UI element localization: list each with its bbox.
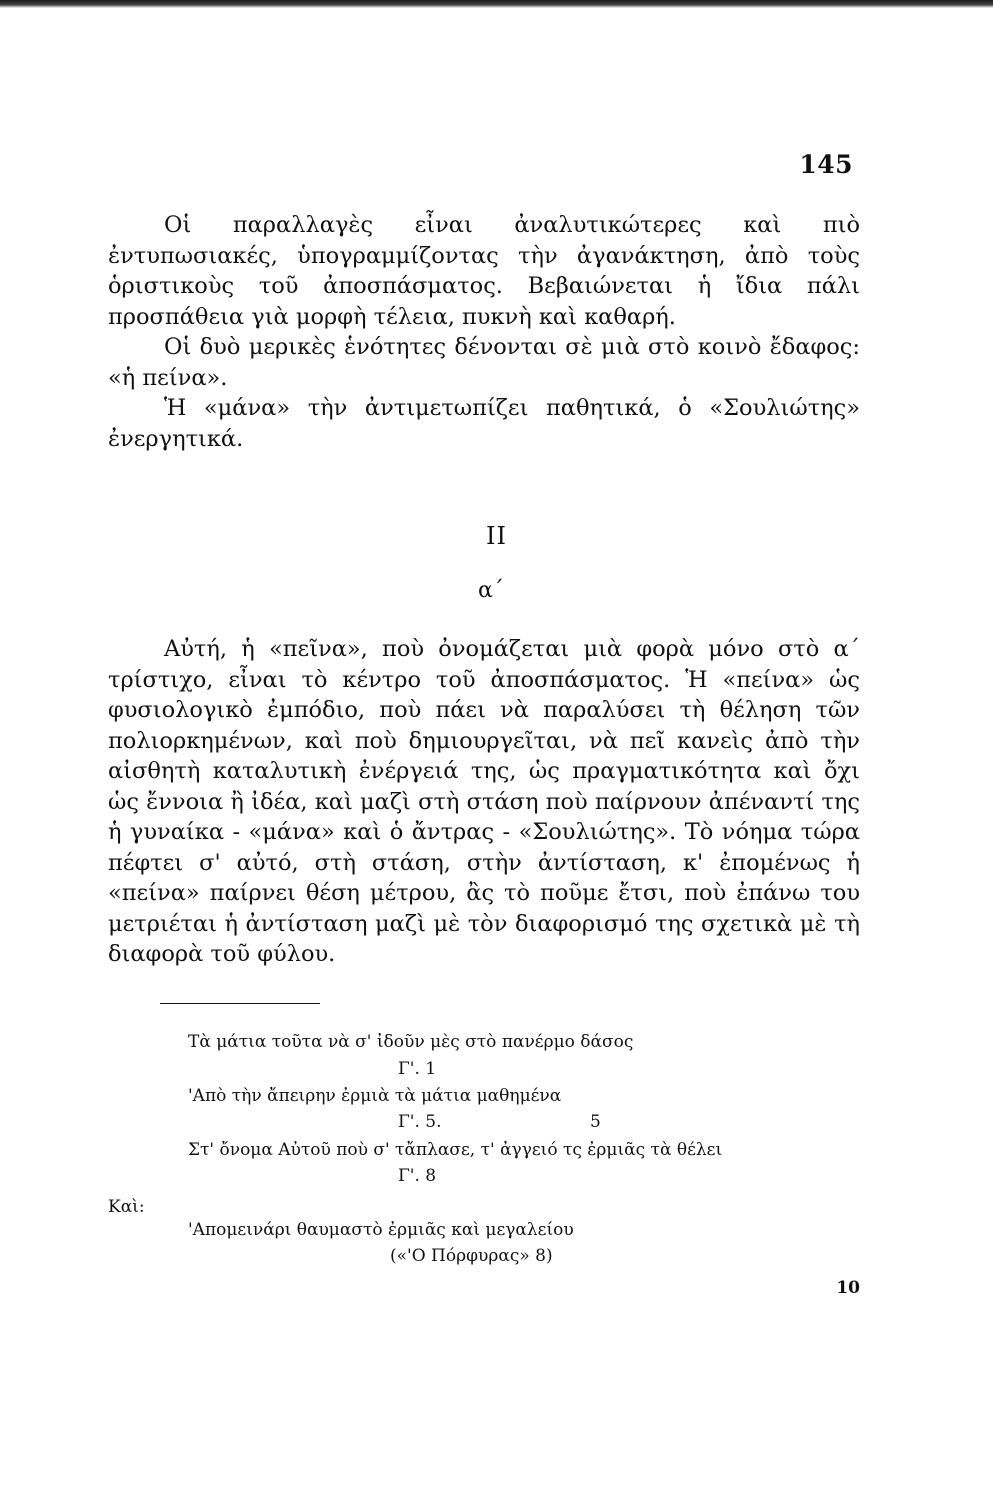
footnote-verse-1: Τὰ μάτια τοῦτα νὰ σ' ἰδοῦν μὲς στὸ πανέρμο δάσος <box>188 1032 634 1052</box>
footnote-verse-4: 'Απομεινάρι θαυμαστὸ ἐρμιᾶς καὶ μεγαλείου <box>188 1220 574 1240</box>
footnote-ref-3: Γ'. 8 <box>398 1166 437 1186</box>
footnote-ref-4: («'Ο Πόρφυρας» 8) <box>390 1246 553 1266</box>
subsection-heading: α΄ <box>478 578 504 603</box>
main-text-block <box>108 634 860 970</box>
scan-top-edge <box>0 0 993 8</box>
footnote-ref-2-line: 5 <box>590 1112 601 1132</box>
footnote-ref-1: Γ'. 1 <box>398 1059 437 1079</box>
page-number: 145 <box>799 150 853 179</box>
signature-number: 10 <box>836 1278 860 1298</box>
footnote-kai: Καὶ: <box>108 1197 145 1217</box>
intro-text-block <box>108 210 860 454</box>
footnote-verse-3: Στ' ὄνομα Αὐτοῦ ποὺ σ' τἄπλασε, τ' ἀγγειό τς ἐρμιᾶς τὰ θέλει <box>188 1140 723 1160</box>
footnote-verse-2: 'Απὸ τὴν ἄπειρην ἐρμιὰ τὰ μάτια μαθημένα <box>188 1086 562 1106</box>
paragraph-units: Οἱ δυὸ μερικὲς ἑνότητες δένονται σὲ μιὰ στὸ κοινὸ ἔδαφος: «ἡ πείνα». <box>108 334 860 391</box>
paragraph-hunger: Αὐτή, ἡ «πεῖνα», ποὺ ὀνομάζεται μιὰ φορὰ μόνο στὸ α΄ τρίστιχο, εἶναι τὸ κέντρο τοῦ ἀποσπάσματος. Ἡ «πείνα» ὡς φυσιολογικὸ ἐμπόδιο, ποὺ πάει νὰ παραλύσει τὴ θέληση τῶν πολιορκημένων, καὶ ποὺ δημιουργεῖται, νὰ πεῖ κανεὶς ἀπὸ τὴν αἰσθητὴ καταλυτικὴ ἐνέργειά της, ὡς πραγματικότητα καὶ ὄχι ὡς ἔννοια ἢ ἰδέα, καὶ μαζὶ στὴ στάση ποὺ παίρνουν ἀπέναντί της ἡ γυναίκα - «μάνα» καὶ ὁ ἄντρας - «Σουλιώτης». Τὸ νόημα τώρα πέφτει σ' αὐτό, στὴ στάση, στὴν ἀντίσταση, κ' ἐπομένως ἡ «πείνα» παίρνει θέση μέτρου, ἂς τὸ ποῦμε ἔτσι, ποὺ ἐπάνω του μετριέται ἡ ἀντίσταση μαζὶ μὲ τὸν διαφορισμό της σχετικὰ μὲ τὴ διαφορὰ τοῦ φύλου. <box>108 636 860 967</box>
paragraph-variations: Οἱ παραλλαγὲς εἶναι ἀναλυτικώτερες καὶ πιὸ ἐντυπωσιακές, ὑπογραμμίζοντας τὴν ἀγανάκτηση, ἀπὸ τοὺς ὁριστικοὺς τοῦ ἀποσπάσματος. Βεβαιώνεται ἡ ἴδια πάλι προσπάθεια γιὰ μορφὴ τέλεια, πυκνὴ καὶ καθαρή. <box>108 212 860 330</box>
section-heading: II <box>486 522 507 550</box>
footnote-rule <box>160 1003 320 1004</box>
paragraph-mother: Ἡ «μάνα» τὴν ἀντιμετωπίζει παθητικά, ὁ «Σουλιώτης» ἐνεργητικά. <box>108 395 860 452</box>
footnote-ref-2: Γ'. 5. <box>398 1112 442 1132</box>
